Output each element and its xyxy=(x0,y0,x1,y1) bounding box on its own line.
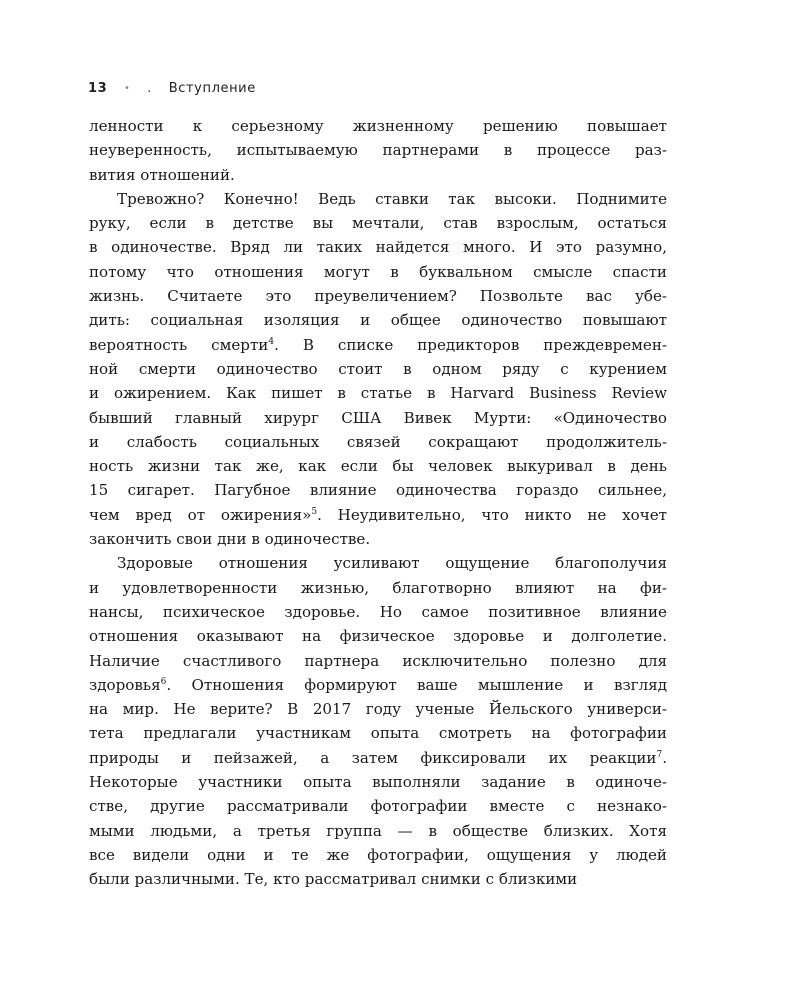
line-text: мыми людьми, а третья группа — в обществе близких. Хотя xyxy=(89,821,667,840)
line-text: Некоторые участники опыта выполняли задание в одиноче- xyxy=(89,773,667,792)
footnote-marker: 6 xyxy=(160,676,167,687)
line-text: Наличие счастливого партнера исключительно полезно для xyxy=(89,651,667,670)
text-line xyxy=(89,697,667,721)
text-line xyxy=(89,235,667,259)
line-text: на мир. Не верите? В 2017 году ученые Йельского универси- xyxy=(89,700,667,719)
footnote-marker: 7 xyxy=(656,749,663,760)
text-line xyxy=(89,260,667,284)
text-line xyxy=(89,746,667,770)
text-line xyxy=(89,308,667,332)
page-number: 13 xyxy=(88,81,108,96)
running-header xyxy=(88,81,256,96)
text-line xyxy=(89,673,667,697)
line-text: Здоровые отношения усиливают ощущение благополучия xyxy=(117,554,667,573)
header-dot: . xyxy=(147,81,152,96)
line-text: ленности к серьезному жизненному решению повышает xyxy=(89,117,667,135)
text-line xyxy=(89,211,667,235)
text-line xyxy=(89,357,667,381)
line-text: отношения оказывают на физическое здоровье и долголетие. xyxy=(89,627,667,646)
text-line xyxy=(89,867,667,891)
text-line xyxy=(89,600,667,624)
text-line xyxy=(89,163,667,187)
header-bullet-icon: • xyxy=(124,83,131,94)
line-text: бывший главный хирург США Вивек Мурти: «Одиночество xyxy=(89,408,667,427)
line-text: ность жизни так же, как если бы человек выкуривал в день xyxy=(89,457,667,476)
footnote-marker: 5 xyxy=(311,506,318,517)
line-text: были различными. Те, кто рассматривал снимки с близкими xyxy=(89,870,578,889)
line-text: руку, если в детстве вы мечтали, став взрослым, остаться xyxy=(89,214,667,233)
section-title: Вступление xyxy=(168,81,256,96)
text-line xyxy=(89,114,667,138)
line-text-continuation: . xyxy=(662,748,667,767)
text-line xyxy=(89,721,667,745)
line-text: и ожирением. Как пишет в статье в Harvard Business Review xyxy=(89,384,667,403)
text-line xyxy=(89,333,667,357)
text-line xyxy=(89,454,667,478)
text-line xyxy=(89,478,667,502)
line-text: ной смерти одиночество стоит в одном ряду с курением xyxy=(89,359,667,378)
line-text: природы и пейзажей, а затем фиксировали их реакции xyxy=(89,748,657,767)
paragraph xyxy=(89,114,667,187)
line-text: все видели одни и те же фотографии, ощущения у людей xyxy=(89,845,667,864)
text-line xyxy=(89,406,667,430)
line-text: стве, другие рассматривали фотографии вместе с незнако- xyxy=(89,797,667,816)
text-line xyxy=(89,430,667,454)
line-text: вития отношений. xyxy=(89,165,235,184)
body-text xyxy=(89,114,667,892)
line-text: потому что отношения могут в буквальном смысле спасти xyxy=(89,262,667,281)
footnote-marker: 4 xyxy=(268,336,275,347)
text-line xyxy=(89,624,667,648)
text-line xyxy=(89,187,667,211)
line-text: здоровья xyxy=(89,675,161,694)
line-text: дить: социальная изоляция и общее одиночество повышают xyxy=(89,311,667,330)
text-line xyxy=(89,770,667,794)
line-text-continuation: . Неудивительно, что никто не хочет xyxy=(317,505,667,524)
text-line xyxy=(89,576,667,600)
line-text: Тревожно? Конечно! Ведь ставки так высоки. Поднимите xyxy=(117,189,667,208)
text-line xyxy=(89,284,667,308)
line-text-continuation: . В списке предикторов преждевремен- xyxy=(274,335,668,354)
text-line xyxy=(89,819,667,843)
text-line xyxy=(89,381,667,405)
line-text: чем вред от ожирения» xyxy=(89,505,312,524)
text-line xyxy=(89,649,667,673)
line-text: 15 сигарет. Пагубное влияние одиночества гораздо сильнее, xyxy=(89,481,667,500)
line-text: нансы, психическое здоровье. Но самое позитивное влияние xyxy=(89,602,667,621)
text-line xyxy=(89,794,667,818)
text-line xyxy=(89,527,667,551)
text-line xyxy=(89,503,667,527)
line-text: и удовлетворенности жизнью, благотворно влияют на фи- xyxy=(89,578,667,597)
line-text: закончить свои дни в одиночестве. xyxy=(89,530,371,549)
text-line xyxy=(89,138,667,162)
paragraph xyxy=(89,551,667,891)
line-text: жизнь. Считаете это преувеличением? Позвольте вас убе- xyxy=(89,287,667,306)
line-text-continuation: . Отношения формируют ваше мышление и взгляд xyxy=(166,675,667,694)
line-text: и слабость социальных связей сокращают продолжитель- xyxy=(89,432,667,451)
text-line xyxy=(89,551,667,575)
line-text: тета предлагали участникам опыта смотреть на фотографии xyxy=(89,724,667,743)
line-text: вероятность смерти xyxy=(89,335,269,354)
text-line xyxy=(89,843,667,867)
line-text: неуверенность, испытываемую партнерами в процессе раз- xyxy=(89,141,667,160)
line-text: в одиночестве. Вряд ли таких найдется много. И это разумно, xyxy=(89,238,667,257)
paragraph xyxy=(89,187,667,551)
